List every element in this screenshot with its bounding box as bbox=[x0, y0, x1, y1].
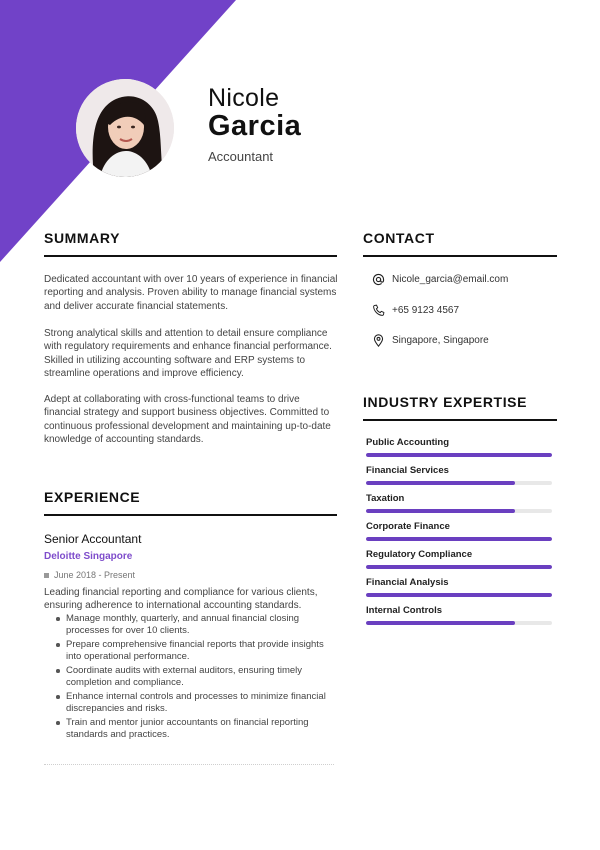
list-item: Manage monthly, quarterly, and annual financial closing processes for over 10 clients. bbox=[54, 613, 338, 637]
phone-icon bbox=[372, 304, 385, 317]
skill-bar-track bbox=[366, 509, 552, 513]
skill-public-accounting bbox=[366, 437, 552, 457]
location-text: Singapore, Singapore bbox=[392, 335, 489, 346]
experience-heading: EXPERIENCE bbox=[44, 489, 141, 505]
list-item: Train and mentor junior accountants on financial reporting standards and practices. bbox=[54, 717, 338, 741]
section-end-divider bbox=[44, 764, 334, 765]
calendar-icon bbox=[44, 573, 49, 578]
skill-bar-fill bbox=[366, 453, 552, 457]
job-dates-text: June 2018 - Present bbox=[54, 570, 136, 580]
summary-heading: SUMMARY bbox=[44, 230, 121, 246]
skill-label: Regulatory Compliance bbox=[366, 549, 473, 560]
contact-email[interactable] bbox=[372, 273, 508, 286]
job-dates bbox=[44, 570, 135, 580]
contact-phone[interactable] bbox=[372, 304, 459, 317]
job-title: Accountant bbox=[208, 149, 274, 164]
skill-financial-services bbox=[366, 465, 552, 485]
skill-bar-fill bbox=[366, 481, 515, 485]
list-item: Coordinate audits with external auditors, ensuring timely completion and compliance. bbox=[54, 665, 338, 689]
job-company: Deloitte Singapore bbox=[44, 551, 133, 562]
contact-location bbox=[372, 334, 489, 347]
profile-photo bbox=[76, 79, 174, 177]
skill-bar-fill bbox=[366, 509, 515, 513]
skill-label: Internal Controls bbox=[366, 605, 443, 616]
skill-label: Financial Services bbox=[366, 465, 449, 476]
job-bullet-list bbox=[54, 613, 338, 743]
skill-label: Taxation bbox=[366, 493, 405, 504]
skill-bar-fill bbox=[366, 565, 552, 569]
contact-divider bbox=[363, 255, 557, 257]
skill-bar-fill bbox=[366, 593, 552, 597]
skill-label: Corporate Finance bbox=[366, 521, 450, 532]
skill-regulatory-compliance bbox=[366, 549, 552, 569]
skill-bar-track bbox=[366, 537, 552, 541]
skill-taxation bbox=[366, 493, 552, 513]
summary-divider bbox=[44, 255, 337, 257]
avatar-illustration bbox=[76, 79, 174, 177]
summary-paragraph-2: Strong analytical skills and attention to detail ensure compliance with regulatory requirements and enhance financial performance. Skilled in utilizing accounting software and ERP systems to streamline operations and improve efficiency. bbox=[44, 328, 332, 380]
contact-heading: CONTACT bbox=[363, 230, 435, 246]
job-role: Senior Accountant bbox=[44, 532, 142, 546]
first-name: Nicole bbox=[208, 84, 280, 112]
expertise-divider bbox=[363, 419, 557, 421]
skill-bar-track bbox=[366, 621, 552, 625]
skill-bar-track bbox=[366, 565, 552, 569]
skill-bar-fill bbox=[366, 537, 552, 541]
email-text: Nicole_garcia@email.com bbox=[392, 274, 509, 285]
skill-bar-track bbox=[366, 453, 552, 457]
skill-label: Financial Analysis bbox=[366, 577, 449, 588]
last-name: Garcia bbox=[208, 110, 302, 142]
experience-divider bbox=[44, 514, 337, 516]
skill-bar-track bbox=[366, 593, 552, 597]
skill-label: Public Accounting bbox=[366, 437, 450, 448]
location-pin-icon bbox=[372, 334, 385, 347]
skill-corporate-finance bbox=[366, 521, 552, 541]
skill-financial-analysis bbox=[366, 577, 552, 597]
list-item: Prepare comprehensive financial reports that provide insights into operational performance. bbox=[54, 639, 338, 663]
skill-bar-track bbox=[366, 481, 552, 485]
expertise-heading: INDUSTRY EXPERTISE bbox=[363, 394, 528, 410]
skill-internal-controls bbox=[366, 605, 552, 625]
summary-paragraph-1: Dedicated accountant with over 10 years of experience in financial reporting and analysis. Proven ability to manage financial systems and deliver accurate financial statements. bbox=[44, 274, 338, 312]
at-icon bbox=[372, 273, 385, 286]
summary-paragraph-3: Adept at collaborating with cross-functional teams to drive financial strategy and support business objectives. Committed to continuous professional development and maintaining up-to-date knowledge of accounting standards. bbox=[44, 394, 331, 446]
list-item: Enhance internal controls and processes to minimize financial discrepancies and risks. bbox=[54, 691, 338, 715]
phone-text: +65 9123 4567 bbox=[392, 305, 460, 316]
job-description: Leading financial reporting and compliance for various clients, ensuring adherence to international accounting standards. bbox=[44, 587, 318, 611]
skill-bar-fill bbox=[366, 621, 515, 625]
